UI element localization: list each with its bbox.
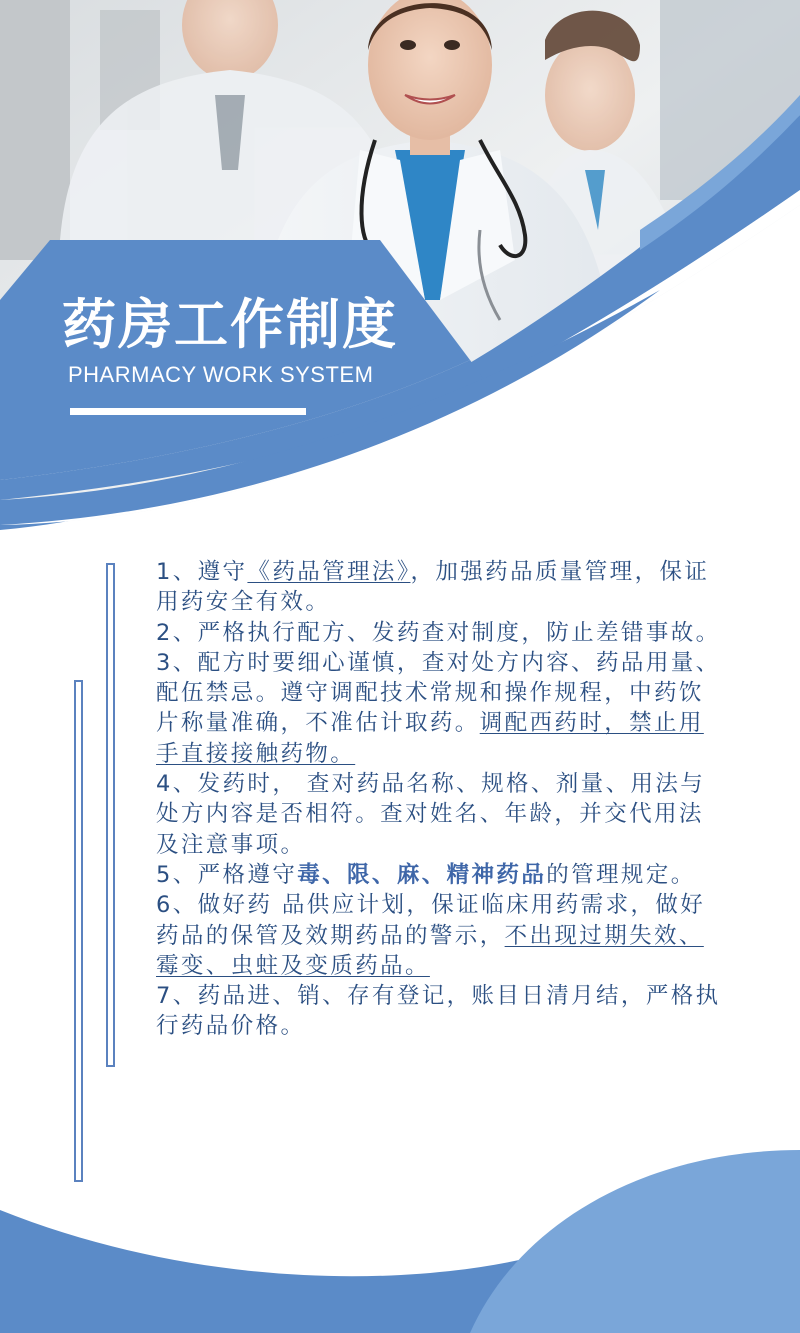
page-title: 药房工作制度 bbox=[62, 293, 398, 356]
rule-text: ，加强药品质量管理，保证用药安全有效。 bbox=[156, 559, 710, 616]
underlined-text: 调配西药时，禁止用手直接接触药物。 bbox=[156, 710, 704, 767]
rule-text: 5、严格遵守 bbox=[156, 861, 298, 888]
rule-item bbox=[156, 769, 722, 860]
rule-text: 7、药品进、销、存有登记，账目日清月结，严格执行药品价格。 bbox=[156, 983, 721, 1040]
decorative-bar-1 bbox=[106, 563, 115, 1067]
rule-item bbox=[156, 648, 722, 769]
page-subtitle: PHARMACY WORK SYSTEM bbox=[68, 362, 374, 387]
underlined-text: 《药品管理法》 bbox=[247, 559, 411, 585]
decorative-bar-2 bbox=[74, 680, 83, 1182]
rules-list bbox=[156, 557, 722, 1042]
rule-item bbox=[156, 618, 722, 648]
rule-text: 6、做好药 品供应计划，保证临床用药需求，做好药品的保管及效期药品的警示， bbox=[156, 892, 706, 949]
rule-text: 1、遵守 bbox=[156, 559, 248, 585]
rule-text: 3、配方时要细心谨慎，查对处方内容、药品用量、配伍禁忌。遵守调配技术常规和操作规程，中药饮片称量准确，不准估计取药。 bbox=[156, 649, 721, 737]
rule-text: 4、发药时， 查对药品名称、规格、剂量、用法与处方内容是否相符。查对姓名、年龄，并交代用法及注意事项。 bbox=[156, 771, 706, 858]
rule-item bbox=[156, 890, 722, 981]
rule-item bbox=[156, 860, 722, 890]
title-underline bbox=[70, 408, 306, 415]
rule-text: 的管理规定。 bbox=[546, 861, 696, 888]
rule-item bbox=[156, 557, 722, 618]
rule-item bbox=[156, 981, 722, 1042]
emphasized-text: 毒、限、麻、精神药品 bbox=[297, 861, 547, 888]
underlined-text: 不出现过期失效、霉变、虫蛀及变质药品。 bbox=[156, 922, 704, 979]
rule-text: 2、严格执行配方、发药查对制度，防止差错事故。 bbox=[156, 619, 721, 646]
